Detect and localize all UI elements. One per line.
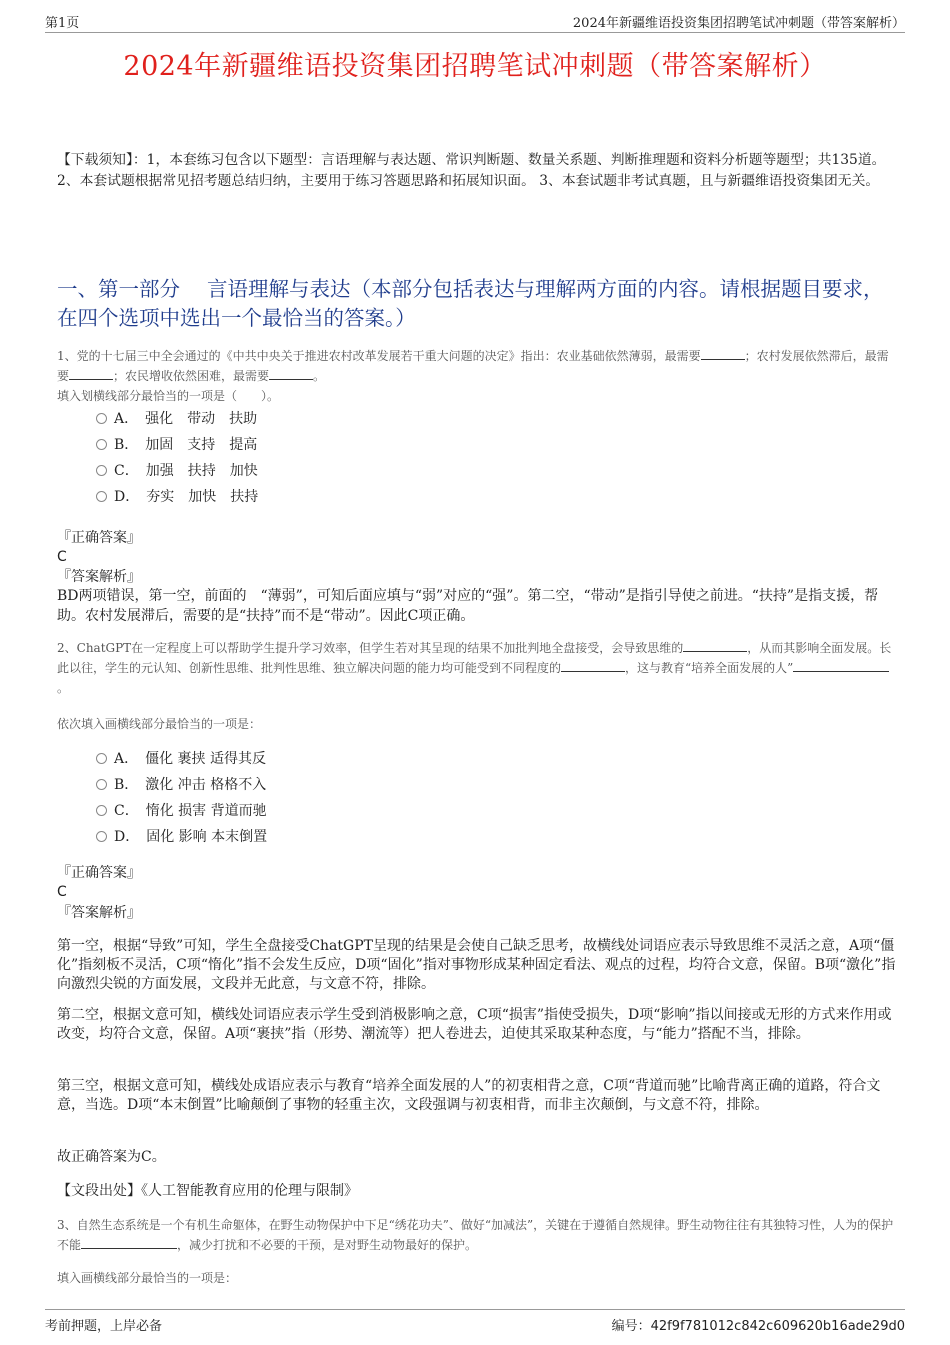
radio-icon[interactable] bbox=[96, 439, 107, 450]
section-title: 一、第一部分 言语理解与表达（本部分包括表达与理解两方面的内容。请根据题目要求，在四个选项中选出一个最恰当的答案。） bbox=[57, 277, 884, 330]
blank-line bbox=[561, 658, 625, 672]
question-2-stem: 2、ChatGPT在一定程度上可以帮助学生提升学习效率，但学生若对其呈现的结果不加批判地全盘接受，会导致思维的 ，从而其影响全面发展。长此以往，学生的元认知、创新性思维、批判性思维、独立解决问题的能力均可能受到不同程度的 ，这与教育“培养全面发展的人”。 bbox=[57, 638, 897, 698]
q2-source: 【文段出处】《人工智能教育应用的伦理与限制》 bbox=[57, 1183, 358, 1199]
question-3-stem: 3、自然生态系统是一个有机生命躯体，在野生动物保护中下足“绣花功夫”、做好“加减法”，关键在于遵循自然规律。野生动物往往有其独特习性，人为的保护不能 ，减少打扰和不必要的干预，是对野生动物最好的保护。 bbox=[57, 1218, 894, 1252]
q1-option-d[interactable]: D． 夯实 加快 扶持 bbox=[96, 487, 258, 507]
q1-option-a[interactable]: A． 强化 带动 扶助 bbox=[96, 409, 257, 429]
download-notice: 【下载须知】：1，本套练习包含以下题型：言语理解与表达题、常识判断题、数量关系题、判断推理题和资料分析题等题型；共135道。 2、本套试题根据常见招考题总结归纳，主要用于练习答题思路和拓展知识面。 3、本套试题非考试真题，且与新疆维语投资集团无关。 bbox=[57, 152, 886, 189]
header-doc-title: 2024年新疆维语投资集团招聘笔试冲刺题（带答案解析） bbox=[572, 16, 905, 31]
q2-option-c[interactable]: C． 惰化 损害 背道而驰 bbox=[96, 801, 267, 821]
q1-analysis-label: 『答案解析』 bbox=[57, 569, 141, 585]
q2-option-b[interactable]: B． 激化 冲击 格格不入 bbox=[96, 775, 266, 795]
page-title: 2024年新疆维语投资集团招聘笔试冲刺题（带答案解析） bbox=[123, 51, 827, 82]
radio-icon[interactable] bbox=[96, 831, 107, 842]
q2-analysis-para-2: 第二空，根据文意可知，横线处词语应表示学生受到消极影响之意，C项“损害”指使受损失，D项“影响”指以间接或无形的方式来作用或改变，均符合文意，保留。A项“裹挟”指（形势、潮流等）把人卷进去，迫使其采取某种态度，与“能力”搭配不当，排除。 bbox=[57, 1007, 892, 1042]
q1-answer-label: 『正确答案』 bbox=[57, 530, 141, 546]
blank-line bbox=[793, 658, 889, 672]
question-3-prompt: 填入画横线部分最恰当的一项是： bbox=[57, 1271, 238, 1285]
question-1-prompt: 填入划横线部分最恰当的一项是（ ）。 bbox=[57, 389, 280, 403]
footer-divider bbox=[45, 1309, 905, 1310]
footer-slogan: 考前押题，上岸必备 bbox=[45, 1319, 163, 1334]
q2-option-d[interactable]: D． 固化 影响 本末倒置 bbox=[96, 827, 267, 847]
question-2-prompt: 依次填入画横线部分最恰当的一项是： bbox=[57, 717, 262, 731]
blank-line bbox=[69, 366, 113, 380]
footer-code: 编号：42f9f781012c842c609620b16ade29d0 bbox=[611, 1319, 905, 1334]
radio-icon[interactable] bbox=[96, 413, 107, 424]
q2-analysis-conclusion: 故正确答案为C。 bbox=[57, 1149, 166, 1165]
q2-answer-label: 『正确答案』 bbox=[57, 865, 141, 881]
q2-answer: C bbox=[57, 884, 67, 900]
question-1-stem: 1、党的十七届三中全会通过的《中共中央关于推进农村改革发展若干重大问题的决定》指出：农业基础依然薄弱，最需要 ；农村发展依然滞后，最需要 ；农民增收依然困难，最需要 。 bbox=[57, 346, 897, 386]
blank-line bbox=[269, 366, 313, 380]
q1-analysis: BD两项错误，第一空，前面的 “薄弱”，可知后面应填与“弱”对应的“强”。第二空，“带动”是指引导使之前进。“扶持”是指支援，帮助。农村发展滞后，需要的是“扶持”而不是“带动”。因此C项正确。 bbox=[57, 588, 879, 624]
blank-line bbox=[683, 638, 747, 652]
radio-icon[interactable] bbox=[96, 465, 107, 476]
radio-icon[interactable] bbox=[96, 753, 107, 764]
q2-analysis-para-3: 第三空，根据文意可知，横线处成语应表示与教育“培养全面发展的人”的初衷相背之意，C项“背道而驰”比喻背离正确的道路，符合文意，当选。D项“本末倒置”比喻颠倒了事物的轻重主次，文段强调与初衷相背，而非主次颠倒，与文意不符，排除。 bbox=[57, 1078, 881, 1113]
blank-line bbox=[81, 1235, 177, 1249]
page-number: 第1页 bbox=[45, 16, 80, 31]
header-divider bbox=[45, 32, 905, 33]
q2-analysis-label: 『答案解析』 bbox=[57, 905, 141, 921]
q1-option-b[interactable]: B． 加固 支持 提高 bbox=[96, 435, 257, 455]
q1-answer: C bbox=[57, 549, 67, 565]
q2-option-a[interactable]: A． 僵化 裹挟 适得其反 bbox=[96, 749, 266, 769]
radio-icon[interactable] bbox=[96, 779, 107, 790]
radio-icon[interactable] bbox=[96, 491, 107, 502]
q1-option-c[interactable]: C． 加强 扶持 加快 bbox=[96, 461, 258, 481]
blank-line bbox=[701, 346, 745, 360]
q2-analysis-para-1: 第一空，根据“导致”可知，学生全盘接受ChatGPT呈现的结果是会使自己缺乏思考，故横线处词语应表示导致思维不灵活之意，A项“僵化”指刻板不灵活，C项“惰化”指不会发生反应，D项“固化”指对事物形成某种固定看法、观点的过程，均符合文意，保留。B项“激化”指向激烈尖锐的方面发展，文段并无此意，与文意不符，排除。 bbox=[57, 938, 896, 992]
radio-icon[interactable] bbox=[96, 805, 107, 816]
